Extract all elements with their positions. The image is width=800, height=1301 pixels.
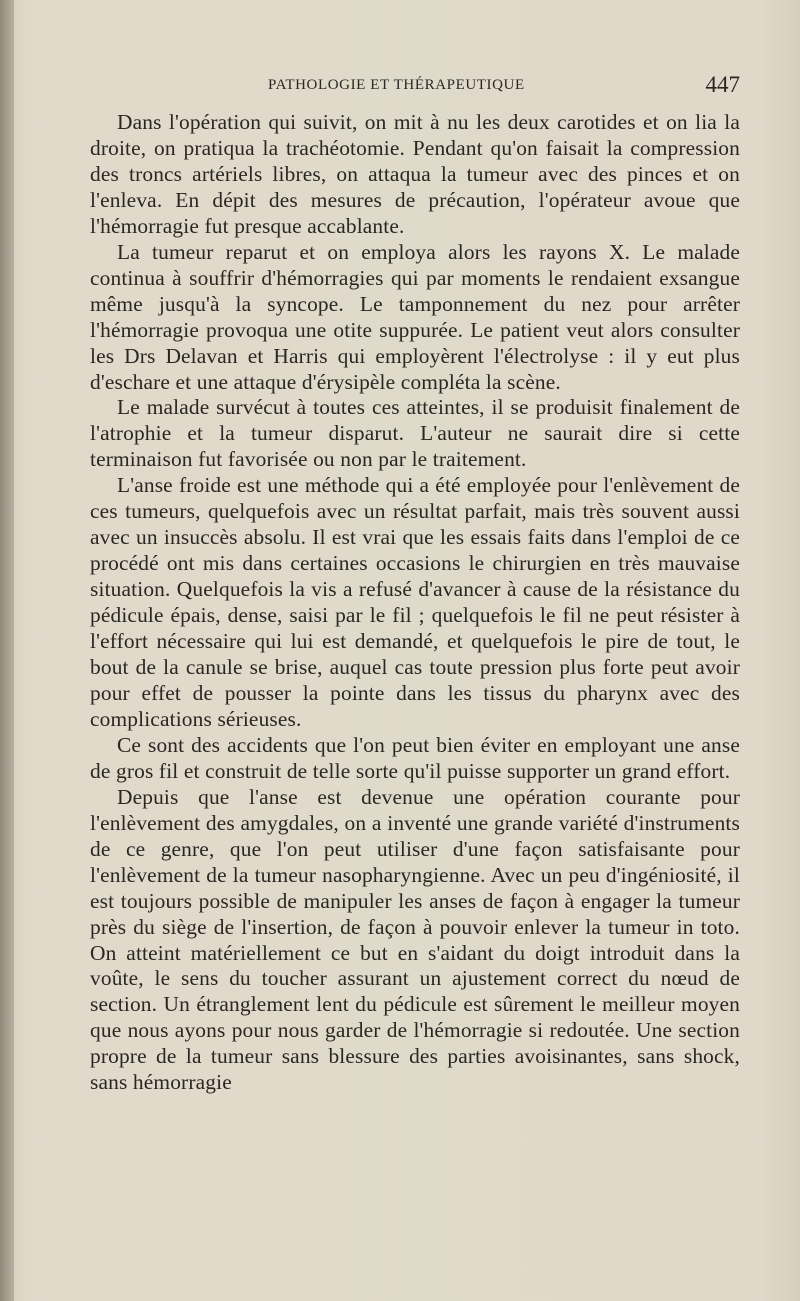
running-title: PATHOLOGIE ET THÉRAPEUTIQUE <box>268 77 525 93</box>
paragraph: Ce sont des accidents que l'on peut bien éviter en employant une anse de gros fil et construit de telle sorte qu'il puisse supporter un grand effort. <box>90 732 740 783</box>
body-text <box>90 110 740 1096</box>
page-number: 447 <box>705 72 740 97</box>
paragraph: L'anse froide est une méthode qui a été employée pour l'enlèvement de ces tumeurs, quelquefois avec un résultat parfait, mais très souvent aussi avec un insuccès absolu. Il est vrai que les essais faits dans l'emploi de ce procédé ont mis dans certaines occasions le chirurgien en très mauvaise situation. Quelquefois la vis a refusé d'avancer à cause de la résistance du pédicule épais, dense, saisi par le fil ; quelquefois le fil ne peut résister à l'effort nécessaire qui lui est demandé, et quelquefois le pire de tout, le bout de la canule se brise, auquel cas toute pression plus forte peut avoir pour effet de pousser la pointe dans les tissus du pharynx avec des complications sérieuses. <box>90 473 740 731</box>
paragraph: Le malade survécut à toutes ces atteintes, il se produisit finalement de l'atrophie et la tumeur disparut. L'auteur ne saurait dire si cette terminaison fut favorisée ou non par le traitement. <box>90 395 740 472</box>
page-binding-edge <box>0 0 14 1301</box>
page-header <box>90 74 740 104</box>
paragraph: Dans l'opération qui suivit, on mit à nu les deux carotides et on lia la droite, on pratiqua la trachéotomie. Pendant qu'on faisait la compression des troncs artériels libres, on attaqua la tumeur avec des pinces et on l'enleva. En dépit des mesures de précaution, l'opérateur avoue que l'hémorragie fut presque accablante. <box>90 110 740 238</box>
paragraph: Depuis que l'anse est devenue une opération courante pour l'enlèvement des amygdales, on a inventé une grande variété d'instruments de ce genre, que l'on peut utiliser d'une façon satisfaisante pour l'enlèvement de la tumeur nasopharyngienne. Avec un peu d'ingéniosité, il est toujours possible de manipuler les anses de façon à engager la tumeur près du siège de l'insertion, de façon à pouvoir enlever la tumeur in toto. On atteint matériellement ce but en s'aidant du doigt introduit dans la voûte, le sens du toucher assurant un ajustement correct du nœud de section. Un étranglement lent du pédicule est sûrement le meilleur moyen que nous ayons pour nous garder de l'hémorragie si redoutée. Une section propre de la tumeur sans blessure des parties avoisinantes, sans shock, sans hémorragie <box>90 784 740 1095</box>
paragraph: La tumeur reparut et on employa alors les rayons X. Le malade continua à souffrir d'hémorragies qui par moments le rendaient exsangue même jusqu'à la syncope. Le tamponnement du nez pour arrêter l'hémorragie provoqua une otite suppurée. Le patient veut alors consulter les Drs Delavan et Harris qui employèrent l'électrolyse : il y eut plus d'eschare et une attaque d'érysipèle compléta la scène. <box>90 239 740 394</box>
